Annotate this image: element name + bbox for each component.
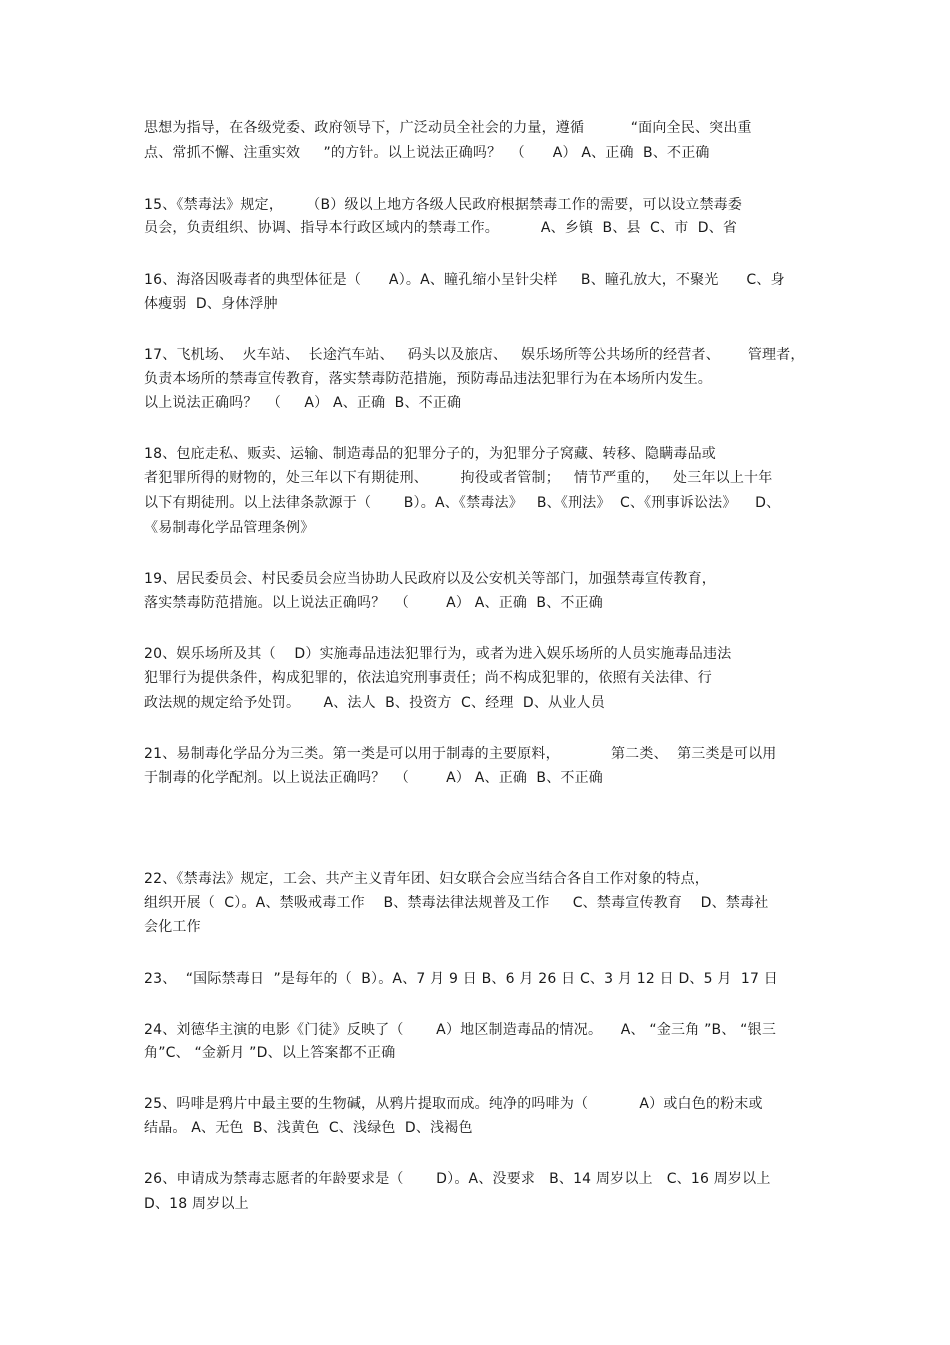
text-line: 以下有期徒刑。以上法律条款源于（ B）。A、《禁毒法》 B、《刑法》 C、《刑事诉讼法》 D、 (144, 495, 781, 511)
text-line: 《易制毒化学品管理条例》 (144, 520, 315, 536)
text-line: 22、《禁毒法》规定，工会、共产主义青年团、妇女联合会应当结合各自工作对象的特点， (144, 871, 710, 887)
text-line: 负责本场所的禁毒宣传教育，落实禁毒防范措施，预防毒品违法犯罪行为在本场所内发生。 (144, 371, 712, 387)
text-line: 26、申请成为禁毒志愿者的年龄要求是（ D）。A、没要求 B、14 周岁以上 C、16 周岁以上 (144, 1171, 771, 1187)
text-line: 点、常抓不懈、注重实效 ”的方针。以上说法正确吗？ （ A） A、正确 B、不正确 (144, 145, 710, 161)
text-line: 政法规的规定给予处罚。 A、法人 B、投资方 C、经理 D、从业人员 (144, 695, 605, 711)
text-line: 会化工作 (144, 919, 201, 935)
text-line: 员会，负责组织、协调、指导本行政区域内的禁毒工作。 A、乡镇 B、县 C、市 D、省 (144, 220, 738, 236)
text-line: 25、吗啡是鸦片中最主要的生物碱，从鸦片提取而成。纯净的吗啡为（ A）或白色的粉末或 (144, 1096, 763, 1112)
text-line: 16、海洛因吸毒者的典型体征是（ A）。A、瞳孔缩小呈针尖样 B、瞳孔放大，不聚光 C、身 (144, 272, 785, 288)
text-line: 落实禁毒防范措施。以上说法正确吗？ （ A） A、正确 B、不正确 (144, 595, 604, 611)
text-line: 20、娱乐场所及其（ D）实施毒品违法犯罪行为，或者为进入娱乐场所的人员实施毒品违法 (144, 646, 732, 662)
text-line: 结晶。 A、无色 B、浅黄色 C、浅绿色 D、浅褐色 (144, 1120, 473, 1136)
text-line: 者犯罪所得的财物的，处三年以下有期徒刑、 拘役或者管制； 情节严重的， 处三年以上十年 (144, 470, 773, 486)
text-line: 24、刘德华主演的电影《门徒》反映了（ A）地区制造毒品的情况。 A、 “金三角 ”B、 “银三 (144, 1022, 777, 1038)
text-line: 15、《禁毒法》规定， （B）级以上地方各级人民政府根据禁毒工作的需要，可以设立禁毒委 (144, 197, 743, 213)
text-line: 角”C、 “金新月 ”D、以上答案都不正确 (144, 1045, 396, 1061)
text-line: 19、居民委员会、村民委员会应当协助人民政府以及公安机关等部门，加强禁毒宣传教育， (144, 571, 717, 587)
text-line: 17、飞机场、 火车站、 长途汽车站、 码头以及旅店、 娱乐场所等公共场所的经营者、 管理者， (144, 347, 805, 363)
text-line: 18、包庇走私、贩卖、运输、制造毒品的犯罪分子的，为犯罪分子窝藏、转移、隐瞒毒品或 (144, 446, 717, 462)
text-line: 21、易制毒化学品分为三类。第一类是可以用于制毒的主要原料， 第二类、 第三类是可以用 (144, 746, 777, 762)
text-line: 体瘦弱 D、身体浮肿 (144, 296, 278, 312)
text-line: 以上说法正确吗？ （ A） A、正确 B、不正确 (144, 395, 462, 411)
text-line: D、18 周岁以上 (144, 1196, 249, 1212)
text-line: 思想为指导，在各级党委、政府领导下，广泛动员全社会的力量，遵循 “面向全民、突出重 (144, 120, 752, 136)
text-line: 23、 “国际禁毒日 ”是每年的（ B）。A、7 月 9 日 B、6 月 26 日 C、3 月 12 日 D、5 月 17 日 (144, 971, 778, 987)
text-line: 于制毒的化学配剂。以上说法正确吗？ （ A） A、正确 B、不正确 (144, 770, 604, 786)
text-line: 组织开展（ C）。A、禁吸戒毒工作 B、禁毒法律法规普及工作 C、禁毒宣传教育 D、禁毒社 (144, 895, 769, 911)
text-line: 犯罪行为提供条件，构成犯罪的，依法追究刑事责任；尚不构成犯罪的，依照有关法律、行 (144, 670, 712, 686)
